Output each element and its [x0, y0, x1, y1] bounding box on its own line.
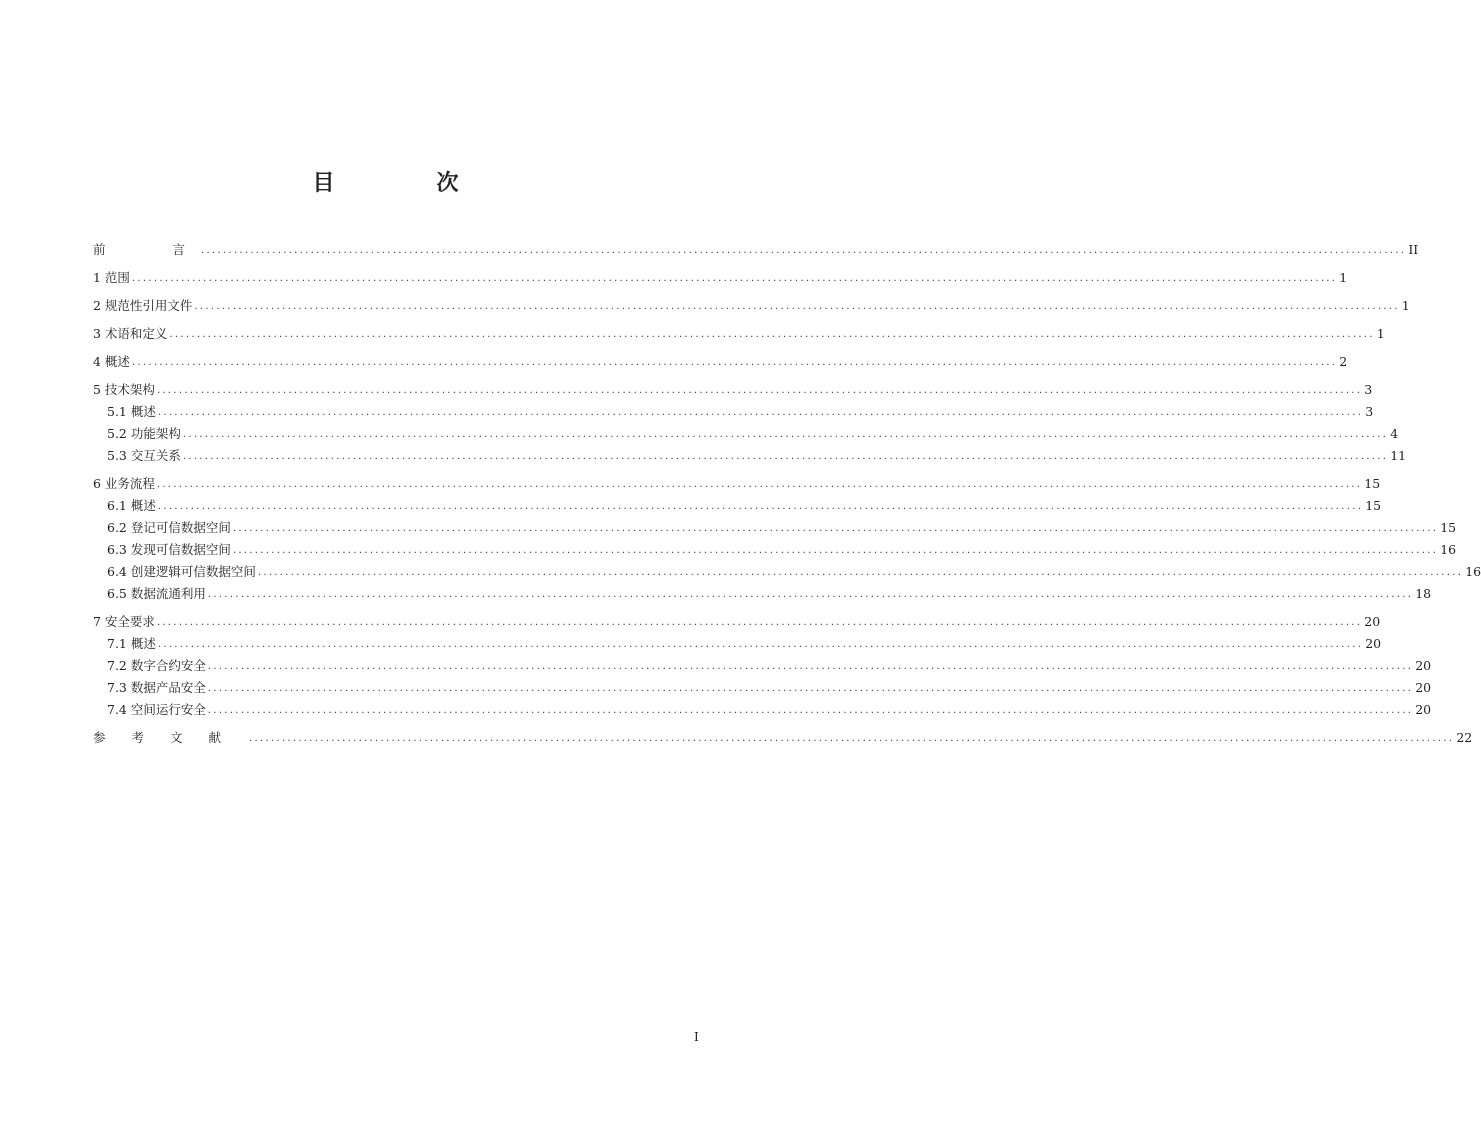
toc-entry-label: 6.3 发现可信数据空间: [107, 542, 231, 557]
toc-entry[interactable]: [93, 268, 1348, 290]
toc-entry[interactable]: [93, 474, 1381, 496]
toc-leader-dots: ............................................................................................................................................................................................................................: [156, 617, 1363, 628]
toc-leader-dots: ............................................................................................................................................................................................................................: [131, 357, 1338, 368]
toc-entry[interactable]: [93, 678, 1432, 700]
toc-leader-dots: ............................................................................................................................................................................................................................: [201, 245, 1407, 256]
toc-entry-label: 前 言: [93, 242, 200, 257]
toc-leader-dots: ............................................................................................................................................................................................................................: [131, 273, 1338, 284]
toc-entry-page: 15: [1364, 476, 1381, 491]
table-of-contents: [93, 240, 1481, 750]
toc-entry-page: 15: [1365, 498, 1382, 513]
toc-leader-dots: ............................................................................................................................................................................................................................: [156, 479, 1363, 490]
toc-entry-page: 15: [1440, 520, 1457, 535]
toc-entry-page: 16: [1440, 542, 1457, 557]
toc-entry[interactable]: [93, 700, 1432, 722]
toc-entry[interactable]: [93, 612, 1381, 634]
toc-leader-dots: ............................................................................................................................................................................................................................: [157, 639, 1364, 650]
toc-leader-dots: ............................................................................................................................................................................................................................: [157, 407, 1364, 418]
toc-title: 目 次: [312, 171, 499, 196]
toc-entry-page: 3: [1364, 382, 1373, 397]
toc-leader-dots: ............................................................................................................................................................................................................................: [156, 385, 1363, 396]
toc-entry[interactable]: [93, 656, 1432, 678]
toc-entry-page: 20: [1364, 614, 1381, 629]
toc-entry-page: 11: [1390, 448, 1407, 463]
toc-leader-dots: ............................................................................................................................................................................................................................: [207, 661, 1414, 672]
toc-leader-dots: ............................................................................................................................................................................................................................: [157, 501, 1364, 512]
toc-entry-label: 7.4 空间运行安全: [107, 702, 206, 717]
toc-entry[interactable]: [93, 424, 1399, 446]
toc-entry-page: 20: [1415, 680, 1432, 695]
toc-entry-page: 16: [1465, 564, 1481, 579]
toc-entry[interactable]: [93, 540, 1457, 562]
toc-entry[interactable]: [93, 496, 1382, 518]
toc-entry-label: 5.1 概述: [107, 404, 156, 419]
toc-entry-page: 20: [1365, 636, 1382, 651]
toc-leader-dots: ............................................................................................................................................................................................................................: [182, 451, 1389, 462]
toc-leader-dots: ............................................................................................................................................................................................................................: [249, 733, 1455, 744]
toc-entry[interactable]: [93, 518, 1457, 540]
toc-entry[interactable]: [93, 296, 1410, 318]
toc-entry-label: 6.4 创建逻辑可信数据空间: [107, 564, 256, 579]
toc-entry[interactable]: [93, 634, 1382, 656]
toc-entry-page: 4: [1390, 426, 1399, 441]
toc-leader-dots: ............................................................................................................................................................................................................................: [194, 301, 1400, 312]
toc-entry-label: 7.1 概述: [107, 636, 156, 651]
toc-entry-page: 20: [1415, 658, 1432, 673]
toc-leader-dots: ............................................................................................................................................................................................................................: [257, 567, 1464, 578]
toc-leader-dots: ............................................................................................................................................................................................................................: [182, 429, 1389, 440]
toc-entry-label: 6.1 概述: [107, 498, 156, 513]
toc-entry[interactable]: [93, 584, 1432, 606]
toc-entry-page: 2: [1339, 354, 1348, 369]
toc-leader-dots: ............................................................................................................................................................................................................................: [207, 705, 1414, 716]
toc-leader-dots: ............................................................................................................................................................................................................................: [169, 329, 1375, 340]
toc-entry-page: 1: [1376, 326, 1385, 341]
toc-entry[interactable]: [93, 562, 1481, 584]
toc-entry-page: II: [1408, 242, 1419, 257]
toc-entry[interactable]: [93, 240, 1419, 262]
toc-entry-label: 7.2 数字合约安全: [107, 658, 206, 673]
toc-entry-label: 7.3 数据产品安全: [107, 680, 206, 695]
toc-leader-dots: ............................................................................................................................................................................................................................: [232, 545, 1439, 556]
toc-entry-page: 1: [1401, 298, 1410, 313]
toc-entry-page: 22: [1456, 730, 1473, 745]
toc-entry-label: 7 安全要求: [93, 614, 155, 629]
toc-entry-page: 3: [1365, 404, 1374, 419]
toc-entry[interactable]: [93, 402, 1374, 424]
toc-entry-label: 6.5 数据流通利用: [107, 586, 206, 601]
page-number: I: [694, 1030, 699, 1044]
toc-entry-label: 2 规范性引用文件: [93, 298, 193, 313]
toc-entry-label: 1 范围: [93, 270, 130, 285]
toc-entry-page: 20: [1415, 702, 1432, 717]
toc-entry[interactable]: [93, 324, 1385, 346]
toc-entry-label: 3 术语和定义: [93, 326, 168, 341]
toc-entry-label: 5.3 交互关系: [107, 448, 181, 463]
toc-entry-label: 5.2 功能架构: [107, 426, 181, 441]
toc-entry-label: 参考文献: [93, 730, 248, 745]
toc-entry[interactable]: [93, 728, 1473, 750]
toc-entry-label: 6.2 登记可信数据空间: [107, 520, 231, 535]
toc-entry-label: 4 概述: [93, 354, 130, 369]
toc-entry-label: 5 技术架构: [93, 382, 155, 397]
toc-entry[interactable]: [93, 446, 1407, 468]
toc-entry-page: 18: [1415, 586, 1432, 601]
toc-leader-dots: ............................................................................................................................................................................................................................: [232, 523, 1439, 534]
toc-entry-label: 6 业务流程: [93, 476, 155, 491]
toc-leader-dots: ............................................................................................................................................................................................................................: [207, 683, 1414, 694]
toc-entry-page: 1: [1339, 270, 1348, 285]
toc-leader-dots: ............................................................................................................................................................................................................................: [207, 589, 1414, 600]
toc-entry[interactable]: [93, 352, 1348, 374]
toc-entry[interactable]: [93, 380, 1373, 402]
